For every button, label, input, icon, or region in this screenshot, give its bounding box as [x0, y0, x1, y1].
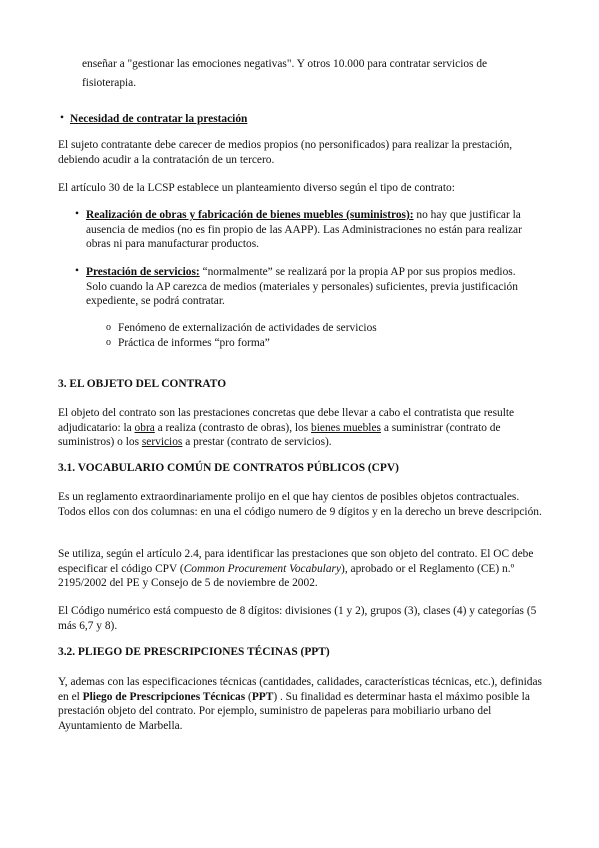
ppt-bold: Pliego de Prescripciones Técnicas — [82, 690, 246, 703]
heading-objeto-contrato: 3. EL OBJETO DEL CONTRATO — [58, 378, 227, 390]
objeto-obra: obra — [134, 421, 155, 434]
section-bullet: • — [60, 112, 64, 124]
cpv2-text-b: ), aprobado or el Reglamento (CE) n.º 2195/2002 del PE y Consejo de 5 de noviembre de 2002. — [58, 562, 515, 589]
cpv2-italic: Common Procurement Vocabulary — [183, 562, 342, 575]
bullet-servicios-text: “normalmente” se realizará por la propia AP por sus propios medios. Solo cuando la AP carezca de medios (materiales y personales) suficientes, previa justificación expediente, se podrá contratar. — [86, 266, 518, 307]
bullet-symbol: • — [75, 208, 79, 220]
ppt-text-c: ) . Su finalidad es determinar hasta el máximo posible la prestación objeto del contrato. Por ejemplo, suministro de papeleras para mobiliario urbano del Ayuntamiento de Marbella. — [58, 690, 530, 732]
bullet-obras-bold: Realización de obras y fabricación de bienes muebles (suministros): — [86, 209, 414, 221]
continuation-line-1: enseñar a "gestionar las emociones negativas". Y otros 10.000 para contratar servicios de — [82, 58, 488, 70]
sub-bullet-pro-forma: Práctica de informes “pro forma” — [118, 337, 270, 349]
objeto-servicios: servicios — [141, 436, 183, 448]
objeto-text-b: a realiza (contrasto de obras), los — [154, 421, 312, 434]
ppt-bold-2: PPT — [251, 690, 274, 703]
bullet-servicios-bold: Prestación de servicios: — [86, 266, 200, 278]
paragraph-cpv-3: El Código numérico está compuesto de 8 dígitos: divisiones (1 y 2), grupos (3), clases (4) y categorías (5 más 6,7 y 8). — [58, 605, 537, 632]
objeto-text-d: a prestar (contrato de servicios). — [182, 436, 332, 448]
paragraph-articulo-30: El artículo 30 de la LCSP establece un planteamiento diverso según el tipo de contrato: — [58, 182, 455, 194]
ppt-text-b: ( — [245, 690, 252, 703]
bullet-symbol: • — [75, 265, 79, 277]
paragraph-objeto — [58, 406, 544, 450]
sub-bullet-externalizacion: Fenómeno de externalización de actividades de servicios — [118, 322, 377, 334]
bullet-obras — [86, 208, 526, 252]
objeto-text-a: El objeto del contrato son las prestaciones concretas que debe llevar a cabo el contratista que resulte adjudicatario: la — [58, 407, 515, 434]
paragraph-sujeto: El sujeto contratante debe carecer de medios propios (no personificados) para realizar la prestación, debiendo acudir a la contratación de un tercero. — [58, 139, 513, 166]
section-heading-necesidad — [70, 112, 556, 127]
continuation-line-2: fisioterapia. — [82, 77, 137, 89]
bullet-servicios — [86, 265, 526, 309]
heading-ppt: 3.2. PLIEGO DE PRESCRIPCIONES TÉCINAS (PPT) — [58, 646, 330, 658]
ppt-text-a: Y, ademas con las especificaciones técnicas (cantidades, calidades, características técnicas, etc.), definidas en el — [58, 676, 542, 703]
cpv2-text-a: Se utiliza, según el artículo 2.4, para identificar las prestaciones que son objeto del contrato. El OC debe especificar el código CPV ( — [58, 548, 534, 575]
heading-cpv: 3.1. VOCABULARIO COMÚN DE CONTRATOS PÚBLICOS (CPV) — [58, 462, 399, 474]
sub-bullet-symbol: o — [106, 337, 111, 348]
objeto-bienes: bienes muebles — [311, 421, 381, 434]
objeto-text-c: a suministrar (contrato de suministros) o los — [58, 421, 501, 448]
paragraph-cpv-1: Es un reglamento extraordinariamente prolijo en el que hay cientos de posibles objetos contractuales. Todos ellos con dos columnas: en una el código numero de 9 dígitos y en la derecho un breve descripción. — [58, 491, 542, 518]
heading-text: Necesidad de contratar la prestación — [70, 113, 248, 125]
bullet-obras-text: no hay que justificar la ausencia de medios (no es fin propio de las AAPP). Las Administraciones no están para realizar obras ni para manufacturar productos. — [86, 209, 522, 250]
sub-bullet-symbol: o — [106, 322, 111, 333]
paragraph-cpv-2 — [58, 547, 544, 591]
paragraph-ppt — [58, 675, 544, 733]
